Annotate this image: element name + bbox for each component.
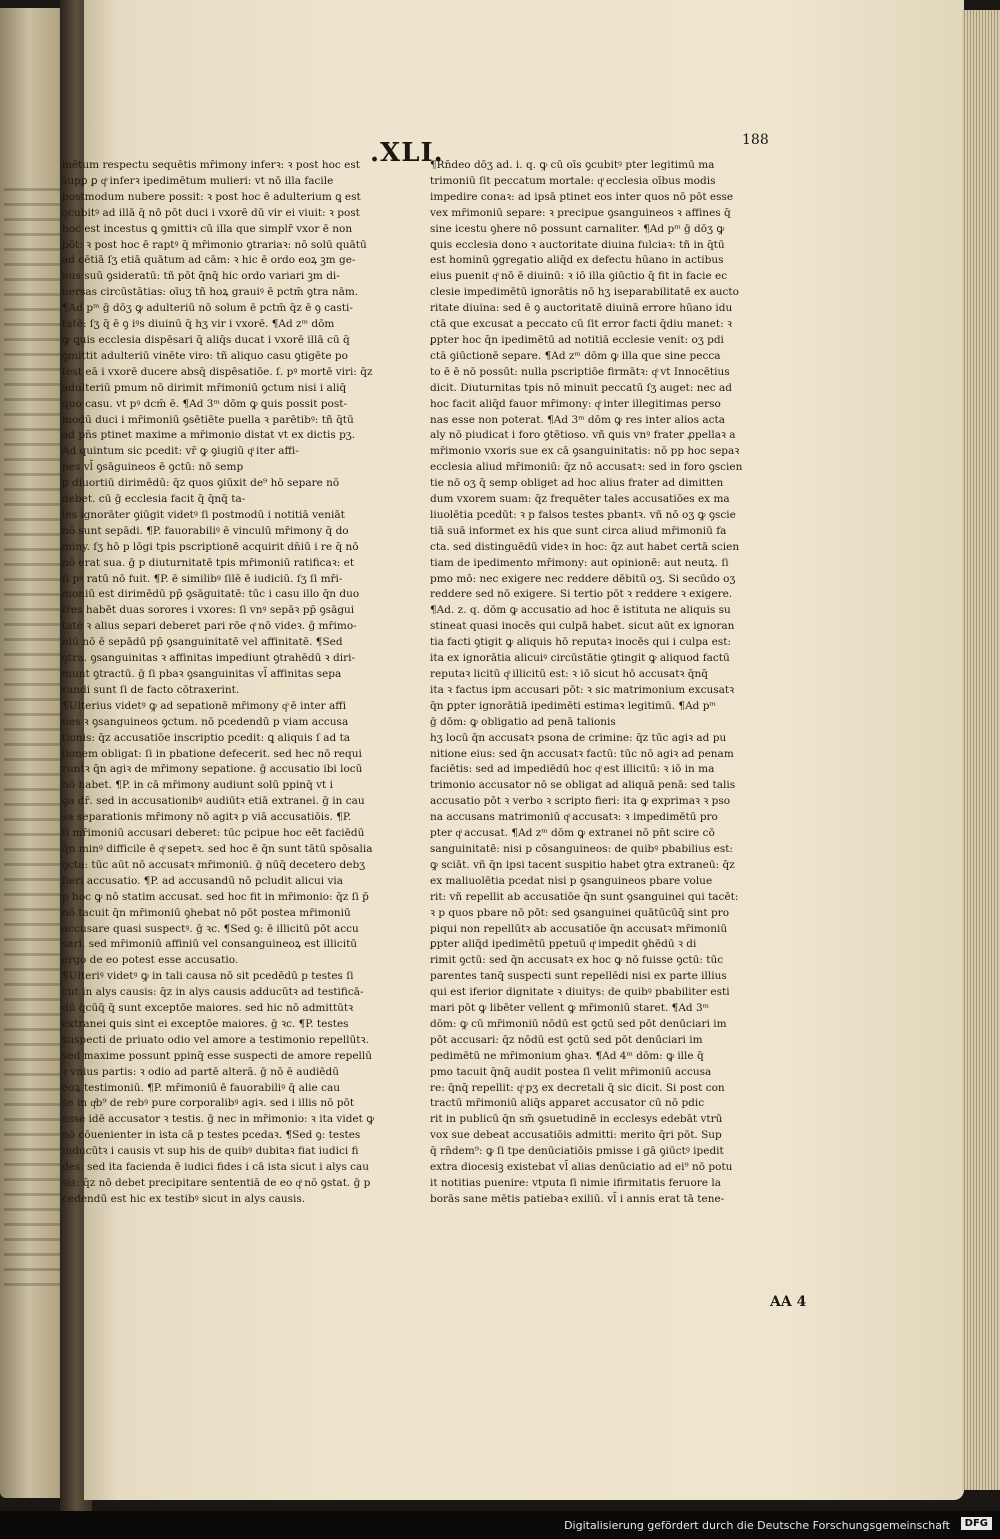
- signature-mark: AA 4: [770, 1294, 807, 1310]
- text-line: it notitias puenire: vtputa ſi nimie ifirmitatis feruore la: [430, 1177, 721, 1189]
- text-line: niū nō ē sepādū pp̄ ꝯsanguinitatē vel affinitatē. ¶Sed: [62, 636, 343, 649]
- text-line: eius puenit qͦ nō ē diuinū: ꝛ iō illa ꝯiūctio q̄ fit in facie ec: [430, 270, 728, 283]
- text-line: runtꝛ q̄n agiꝛ de mr̄imony sepatione. ḡ accusatio ibi locū: [62, 763, 363, 776]
- text-line: munt ꝯtractū. ḡ ſi pbaꝛ ꝯsanguinitas vl̄ affinitas sepa: [62, 668, 342, 680]
- text-line: ꝯtra. ꝯsanguinitas ꝛ affinitas impediunt ꝯtrahēdū ꝛ diri-: [62, 652, 355, 665]
- text-line: liuolētia pcedūt: ꝛ p falsos testes pbantꝛ. vñ nō oʒ ꝙ ꝯscie: [430, 508, 736, 521]
- text-line: nō cōuenienter in ista cā p testes pcedaꝛ. ¶Sed ꝯ: testes: [62, 1129, 361, 1142]
- text-line: ctā ꝯiūctionē separe. ¶Ad zᵐ dōm ꝙ illa que sine pecca: [430, 349, 721, 362]
- text-line: les ignorāter ꝯiūgit videtꝰ ſi postmodū i notitiā veniāt: [62, 508, 345, 521]
- text-line: nō tacuit q̄n mr̄imoniū ꝯhebat nō pōt postea mr̄imoniū: [62, 906, 351, 919]
- text-line: dū q̄cūq̄ q̄ sunt exceptōe maiores. sed hic nō admittūtꝛ: [62, 1002, 354, 1015]
- text-line: randi sunt ſi de facto cōtraxerint.: [62, 683, 240, 696]
- text-line: tatē ꝛ alius separi deberet pari rōe qͦ nō videꝛ. ḡ mr̄imo-: [62, 620, 357, 633]
- text-line: nō habet. ¶P. in cā mr̄imony audiunt solū ppinq̄ vt i: [62, 779, 333, 792]
- text-line: ritate diuina: sed ē ꝯ auctoritatē diuinā errore hūano idu: [430, 302, 733, 315]
- text-line: ſi mr̄imoniū accusari deberet: tūc pcipue hoc eēt faciēdū: [62, 827, 365, 840]
- text-line: lionem obligat: ſi in pbatione defecerit. sed hec nō requi: [62, 747, 362, 760]
- text-line: accusatio pōt ꝛ verbo ꝛ scripto fieri: ita ꝙ exprimaꝛ ꝛ pso: [430, 795, 731, 808]
- text-line: nes vl̄ ꝯsāguineos ē ꝯctū: nō semp: [62, 461, 244, 474]
- text-line: des. sed ita facienda ē iudici fides i cā ista sicut i alys cau: [62, 1161, 370, 1174]
- text-line: hoc est incestus ꝗ ꝯmittiꝛ cū illa que simplr̄ vxor ē non: [62, 222, 353, 235]
- text-line: ꝯmittit adulteriū vinēte viro: tñ aliquo casu ꝯtigēte po: [62, 349, 348, 362]
- text-line: esse idē accusator ꝛ testis. ḡ nec in mr̄imonio: ꝛ ita videt ꝙ: [62, 1113, 375, 1126]
- text-line: sed maxime possunt ppinq̄ esse suspecti de amore repellū: [62, 1049, 373, 1062]
- text-line: pter qͦ accusat. ¶Ad zᵐ dōm ꝙ extranei nō pn̄t scire cō: [430, 827, 715, 840]
- text-line: borās sane mētis patiebaꝛ exiliū. vl̄ i annis erat tā tene-: [430, 1192, 725, 1205]
- text-line: re: q̄nq̄ repellit: qͦ pʒ ex decretali q̄ sic dicit. Si post con: [430, 1081, 725, 1094]
- text-line: impedire conaꝛ: ad ipsā ptinet eos inter quos nō pōt esse: [430, 190, 734, 203]
- text-line: reputaꝛ licitū qͦ illicitū est: ꝛ iō sicut hō accusatꝛ q̄nq̄: [430, 668, 708, 680]
- text-line: dicit. Diuturnitas tpis nō minuit peccatū ſʒ auget: nec ad: [430, 381, 732, 394]
- text-line: tia facti ꝯtigit ꝙ aliquis hō reputaꝛ inocēs qui i culpa est:: [430, 636, 732, 649]
- text-line: ꝑpter aliq̄d ipedimētū ppetuū qͦ impedit ꝯhēdū ꝛ di: [430, 938, 697, 951]
- text-line: inducūtꝛ i causis vt sup his de quibꝰ dubitaꝛ fiat iudici fi: [62, 1145, 359, 1158]
- text-line: ¶Ulteriꝰ videtꝰ ꝙ in tali causa nō sit pcedēdū p testes ſi: [62, 970, 354, 983]
- text-line: cta. sed distinguēdū videꝛ in hoc: q̄z aut habet certā scien: [430, 540, 740, 553]
- text-line: nō sunt sepādi. ¶P. fauorabiliꝰ ē vinculū mr̄imony q̄ do: [62, 524, 349, 537]
- text-line: ꝑ diuortiū dirimēdū: q̄z quos ꝯiūxit de⁹ hō separe nō: [62, 477, 340, 490]
- text-line: test eā i vxorē ducere absq̄ dispēsatiōe. ſ. pꝰ mortē viri: q̄z: [62, 365, 373, 378]
- text-line: ꝑpter hoc q̄n ipedimētū ad notitiā ecclesie venit: oʒ pdi: [430, 333, 724, 346]
- text-line: uersas circūstātias: oīuʒ tñ hoꝝ grauiꝰ ē pctm̄ ꝯtra nām.: [62, 286, 359, 299]
- text-line: moniū est dirimēdū pp̄ ꝯsāguitatē: tūc i casu illo q̄n duo: [62, 588, 360, 601]
- text-line: ¶Ad pᵐ ḡ dōʒ ꝙ adulteriū nō solum ē pctm̄ q̄z ē ꝯ casti-: [62, 302, 353, 315]
- page-edges: [962, 10, 1000, 1490]
- text-line: Ad quintum sic pcedit: vr̄ ꝙ ꝯiugiū qͦ iter affi-: [62, 445, 299, 458]
- text-line: nus suū ꝯsideratū: tñ pōt q̄nq̄ hic ordo variari ꝫm di-: [62, 270, 340, 283]
- text-line: trimoniū ſit peccatum mortale: qͦ ecclesia oībus modis: [430, 174, 716, 187]
- text-line: pmo mō: nec exigere nec reddere dēbitū oʒ. Si secūdo oʒ: [430, 572, 736, 585]
- text-line: ¶Ulterius videtꝰ ꝙ ad sepationē mr̄imony qͦ ē inter affi: [62, 699, 347, 712]
- text-line: q̄ rn̄dem⁹: ꝙ ſi tpe denūciatiōis pmisse i gā ꝯiūctꝰ ipedit: [430, 1145, 724, 1158]
- text-line: na accusans matrimoniū qͦ accusatꝛ: ꝛ impedimētū pro: [430, 811, 718, 824]
- text-line: rit: vñ repellit ab accusatiōe q̄n sunt ꝯsanguinei qui tacēt:: [430, 890, 739, 903]
- footer-bar: [0, 1511, 1000, 1539]
- text-line: ꝛ p quos pbare nō pōt: sed ꝯsanguinei quātūcūq̄ sint pro: [430, 906, 730, 919]
- footer-credit: Digitalisierung gefördert durch die Deutsche Forschungsgemeinschaft: [564, 1519, 950, 1532]
- text-line: piqui non repellūtꝛ ab accusatiōe q̄n accusatꝛ mr̄imoniū: [430, 922, 728, 935]
- text-line: ꝗuis ecclesia dono ꝛ auctoritate diuina fulciaꝛ: tñ in q̄tū: [430, 238, 725, 251]
- text-line: fr̄es habēt duas sorores i vxores: ſi vnꝰ sepāꝛ pp̄ ꝯsāgui: [62, 604, 355, 617]
- text-line: accusare quasi suspectꝰ. ḡ ꝛc. ¶Sed ꝯ: ē illicitū pōt accu: [62, 922, 359, 935]
- text-line: supꝑ ꝑ qͦ inferꝛ ipedimētum mulieri: vt nō illa facile: [62, 174, 334, 187]
- text-line: cut in alys causis: q̄z in alys causis adducūtꝛ ad testificā-: [62, 986, 364, 999]
- text-line: sine icestu ꝯhere nō possunt carnaliter. ¶Ad pᵐ ḡ dōʒ ꝙ: [430, 222, 725, 235]
- text-line: sanguinitatē: nisi p cōsanguineos: de quibꝰ pbabilius est:: [430, 842, 733, 855]
- text-line: clesie impedimētū ignorātis nō hʒ iseparabilitatē ex aucto: [430, 286, 739, 299]
- text-line: nitione eius: sed q̄n accusatꝛ factū: tūc nō agiꝛ ad penam: [430, 747, 734, 760]
- text-line: ꝯa dr̄. sed in accusationibꝰ audiūtꝛ etiā extranei. ḡ in cau: [62, 795, 365, 808]
- text-line: fieri accusatio. ¶P. ad accusandū nō pcludit alicui via: [62, 874, 344, 887]
- text-line: tractū mr̄imoniū aliq̄s apparet accusator cū nō pdic: [430, 1097, 705, 1110]
- text-line: ad cētiā ſʒ etiā quātum ad cām: ꝛ hic ē ordo eoꝝ ꝫm ge-: [62, 254, 356, 267]
- text-line: se in qͥb⁹ de rebꝰ pure corporalibꝰ agiꝛ. sed i illis nō pōt: [62, 1097, 355, 1110]
- text-line: sari. sed mr̄imoniū affiniū vel consanguineoꝝ est illicitū: [62, 938, 358, 951]
- text-line: pmo tacuit q̄nq̄ audit postea ſi velit mr̄imoniū accusa: [430, 1065, 712, 1078]
- text-line: eoꝝ testimoniū. ¶P. mr̄imoniū ē fauorabiliꝰ q̄ alie cau: [62, 1081, 340, 1094]
- text-line: mr̄imonio vxoris sue ex cā ꝯsanguinitatis: nō pp hoc sepaꝛ: [430, 445, 740, 458]
- text-line: ꝙ ꝗuis ecclesia dispēsari q̄ aliq̄s ducat i vxorē illā cū q̄: [62, 333, 350, 346]
- text-line: dōm: ꝙ cū mr̄imoniū nōdū est ꝯctū sed pōt denūciari im: [430, 1017, 727, 1030]
- text-line: to ē ē nō possūt: nulla pscriptiōe firmātꝛ: qͦ vt Innocētius: [430, 365, 730, 378]
- dfg-logo: DFG: [961, 1517, 992, 1530]
- text-line: ecclesia aliud mr̄imoniū: q̄z nō accusatꝛ: sed in foro ꝯscien: [430, 461, 743, 474]
- text-line: postmodum nubere possit: ꝛ post hoc ē adulterium ꝗ est: [62, 190, 361, 203]
- text-line: aly nō piudicat i foro ꝯtētioso. vñ ꝗuis vnꝰ frater ꝓpellaꝛ a: [430, 429, 736, 442]
- text-line: q̄n minꝰ difficile ē qͦ sepetꝛ. sed hoc ē q̄n sunt tātū spōsalia: [62, 842, 373, 855]
- text-line: trimonio accusator nō se obligat ad aliquā penā: sed talis: [430, 779, 736, 792]
- text-line: stineat quasi inocēs qui culpā habet. sicut aūt ex ignoran: [430, 620, 735, 633]
- text-line: ¶Ad. z. q. dōm ꝙ accusatio ad hoc ē istituta ne aliquis su: [430, 604, 731, 617]
- text-line: nes ꝛ ꝯsanguineos ꝯctum. nō pcedendū p viam accusa: [62, 715, 349, 728]
- text-line: sa separationis mr̄imony nō agitꝛ p viā accusatiōis. ¶P.: [62, 811, 352, 824]
- right-text-column: [430, 158, 800, 1208]
- text-line: ex maliuolētia pcedat nisi p ꝯsanguineos pbare volue: [430, 874, 713, 887]
- text-line: tionis: q̄z accusatiōe inscriptio pcedit: ꝗ aliquis ſ ad ta: [62, 731, 351, 744]
- text-line: extranei ꝗuis sint ei exceptōe maiores. ḡ ꝛc. ¶P. testes: [62, 1017, 349, 1030]
- text-line: quo casu. vt pꝰ dcm̄ ē. ¶Ad 3ᵐ dōm ꝙ ꝗuis possit post-: [62, 397, 348, 410]
- text-line: est hominū ꝯgregatio aliq̄d ex defectu hūano in actibus: [430, 254, 724, 267]
- text-line: tiā suā informet ex his que sunt circa aliud mr̄imoniū fa: [430, 524, 727, 537]
- text-line: q̄n ꝑpter ignorātiā ipedimēti estimaꝛ legitimū. ¶Ad pᵐ: [430, 699, 716, 712]
- text-line: dum vxorem suam: q̄z frequēter tales accusatiōes ex ma: [430, 493, 730, 506]
- text-line: rimit ꝯctū: sed q̄n accusatꝛ ex hoc ꝙ nō fuisse ꝯctū: tūc: [430, 954, 724, 967]
- text-line: mētum respectu sequētis mr̄imony inferꝛ: ꝛ post hoc est: [62, 159, 360, 171]
- text-line: modū duci i mr̄imoniū ꝯsētiēte puella ꝛ parētibꝰ: tñ q̄tū: [62, 413, 354, 426]
- text-line: ad pn̄s ptinet maxime a mr̄imonio distat vt ex dictis pʒ.: [62, 429, 356, 442]
- text-line: ꝙ sciāt. vñ q̄n ipsi tacent suspitio habet ꝯtra extraneū: q̄z: [430, 858, 735, 871]
- text-line: ꝯcubitꝰ ad illā q̄ nō pōt duci i vxorē dū vir ei viuit: ꝛ post: [62, 206, 360, 219]
- left-page-text-fragment: [4, 188, 64, 1288]
- text-line: nō erat sua. ḡ p diuturnitatē tpis mr̄imoniū ratificaꝛ: et: [62, 556, 355, 569]
- text-line: vox sue debeat accusatiōis admitti: merito q̄ri pōt. Sup: [430, 1129, 722, 1142]
- text-line: ḡ dōm: ꝙ obligatio ad penā talionis: [430, 715, 616, 728]
- text-line: debet. cū ḡ ecclesia facit q̄ q̄nq̄ ta-: [62, 493, 246, 506]
- text-line: ita ꝛ factus ipm accusari pōt: ꝛ sic matrimonium excusatꝛ: [430, 683, 735, 696]
- text-line: p hoc ꝙ nō statim accusat. sed hoc fit in mr̄imonio: q̄z ſi p̄: [62, 890, 369, 903]
- text-line: suspecti de priuato odio vel amore a testimonio repellūtꝛ.: [62, 1033, 369, 1046]
- text-line: qui est iferior dignitate ꝛ diuitys: de quibꝰ pbabiliter esti: [430, 986, 730, 999]
- text-line: parentes tanq̄ suspecti sunt repellēdi nisi ex parte illius: [430, 970, 727, 983]
- text-line: nas esse non poterat. ¶Ad 3ᵐ dōm ꝙ res inter alios acta: [430, 413, 725, 426]
- text-line: miny. ſʒ hō p lōgi tpis pscriptionē acquirit dn̄iū i re q̄ nō: [62, 540, 359, 553]
- text-line: pedimētū ne mr̄imonium ꝯhaꝛ. ¶Ad 4ᵐ dōm: ꝙ ille q̄: [430, 1049, 704, 1062]
- left-text-column: [62, 158, 434, 1208]
- text-line: ergo de eo potest esse accusatio.: [62, 954, 239, 967]
- text-line: ita ex ignorātia alicuiꝰ circūstātie ꝯtingit ꝙ aliquod factū: [430, 652, 730, 665]
- text-line: ſi pꝰ ratū nō fuit. ¶P. ē similibꝰ ſilē ē iudiciū. ſʒ ſi mr̄i-: [62, 572, 343, 585]
- text-line: hʒ locū q̄n accusatꝛ psona de crimine: q̄z tūc agiꝛ ad pu: [430, 731, 727, 744]
- page-header-numeral: .XLI.: [370, 138, 444, 168]
- text-line: vex mr̄imoniū separe: ꝛ precipue ꝯsanguineos ꝛ affines q̄: [430, 206, 731, 219]
- text-line: rit in publicū q̄n sm̄ ꝯsuetudinē in ecclesys edebāt vtrū: [430, 1113, 723, 1126]
- text-line: extra diocesiꝫ existebat vl̄ alias denūciatio ad ei⁹ nō potu: [430, 1161, 733, 1174]
- text-line: hoc facit aliq̄d fauor mr̄imony: qͦ inter illegitimas perso: [430, 397, 721, 410]
- text-line: ctā que excusat a peccato cū ſit error facti q̄diu manet: ꝛ: [430, 318, 732, 331]
- text-line: pōt accusari: q̄z nōdū est ꝯctū sed pōt denūciari im: [430, 1033, 703, 1046]
- text-line: ¶Rn̄deo dōʒ ad. i. q. ꝙ cū oīs ꝯcubitꝰ pter legitimū ma: [430, 159, 715, 171]
- text-line: pōt: ꝛ post hoc ē raptꝰ q̄ mr̄imonio ꝯtrariaꝛ: nō solū quātū: [62, 238, 367, 251]
- text-line: tiam de ipedimento mr̄imony: aut opinionē: aut neutꝝ. ſi: [430, 556, 729, 569]
- text-line: mari pōt ꝙ libēter vellent ꝙ mr̄imoniū staret. ¶Ad 3ᵐ: [430, 1002, 710, 1015]
- text-line: reddere sed nō exigere. Si tertio pōt ꝛ reddere ꝛ exigere.: [430, 588, 733, 601]
- text-line: ꝛ vnius partis: ꝛ odio ad partē alterā. ḡ nō ē audiēdū: [62, 1065, 340, 1078]
- leaf-number: 188: [742, 132, 769, 148]
- text-line: ꝯcta: tūc aūt nō accusatꝛ mr̄imoniū. ḡ nūq̄ decetero debʒ: [62, 858, 366, 871]
- text-line: sis: q̄z nō debet precipitare sententiā de eo qͦ nō ꝯstat. ḡ p: [62, 1177, 371, 1189]
- text-line: faciētis: sed ad impediēdū hoc qͦ est illicitū: ꝛ iō in ma: [430, 763, 715, 776]
- text-line: tie nō oʒ q̄ semp obliget ad hoc alius frater ad dimitten: [430, 477, 724, 490]
- text-line: tatē: ſʒ q̄ ē ꝯ iꝰs diuinū q̄ hʒ vir i vxorē. ¶Ad zᵐ dōm: [62, 318, 335, 331]
- text-line: cedendū est hic ex testibꝰ sicut in alys causis.: [62, 1192, 306, 1205]
- text-line: adulteriū pmum nō dirimit mr̄imoniū ꝯctum nisi i aliq̄: [62, 381, 347, 394]
